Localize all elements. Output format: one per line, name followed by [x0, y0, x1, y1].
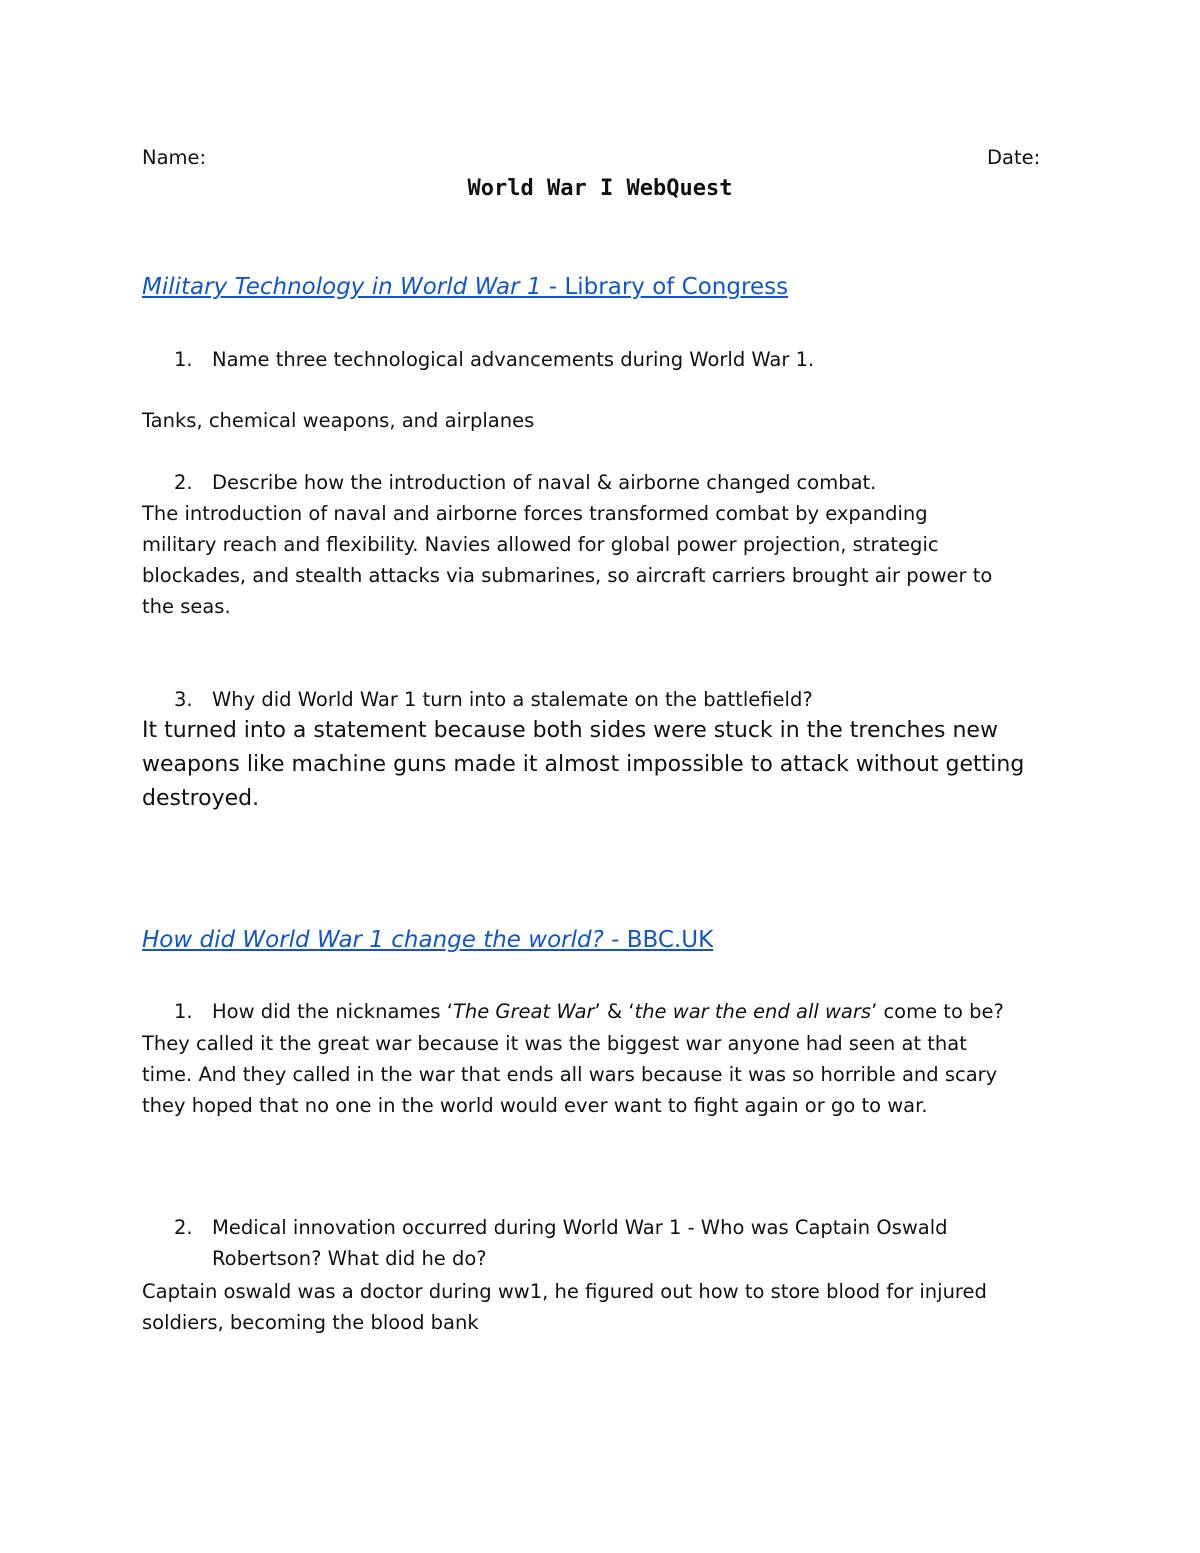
s2-a1-line: time. And they called in the war that ends all wars because it was so horrible and scary [142, 1063, 998, 1086]
page-title: World War I WebQuest [467, 176, 733, 201]
s1-q3-number: 3. [174, 688, 193, 711]
s2-q2-line2: Robertson? What did he do? [212, 1247, 487, 1270]
name-label: Name: [142, 146, 207, 169]
s2-q1-mid: ’ & ‘ [594, 1000, 635, 1023]
s1-answer-1: Tanks, chemical weapons, and airplanes [142, 409, 535, 432]
section1-link-title: Military Technology in World War 1 [142, 274, 542, 300]
section1-link-source: - Library of Congress [541, 274, 789, 300]
s1-answer-3 [142, 714, 1024, 816]
s2-a2-line: soldiers, becoming the blood bank [142, 1311, 479, 1334]
s2-q2-line1: Medical innovation occurred during World War 1 - Who was Captain Oswald [212, 1216, 948, 1239]
section2-link[interactable] [142, 927, 713, 953]
s2-q2-number: 2. [174, 1216, 193, 1239]
s1-answer-2 [142, 498, 992, 622]
s2-q1-post: ’ come to be? [871, 1000, 1004, 1023]
s1-q1-number: 1. [174, 348, 193, 371]
s2-a1-line: they hoped that no one in the world would ever want to fight again or go to war. [142, 1094, 928, 1117]
section1-link[interactable] [142, 274, 788, 300]
s2-a2-line: Captain oswald was a doctor during ww1, he figured out how to store blood for injured [142, 1280, 987, 1303]
s1-a2-line: the seas. [142, 595, 231, 618]
s2-a1-line: They called it the great war because it was the biggest war anyone had seen at that [142, 1032, 967, 1055]
s1-q3-text: Why did World War 1 turn into a stalemate on the battlefield? [212, 688, 813, 711]
s2-q1-em2: the war the end all wars [634, 1000, 872, 1023]
date-label: Date: [987, 146, 1041, 169]
s1-q2-number: 2. [174, 471, 193, 494]
s1-a2-line: military reach and flexibility. Navies allowed for global power projection, strategic [142, 533, 939, 556]
s1-q2-text: Describe how the introduction of naval & airborne changed combat. [212, 471, 877, 494]
s1-a3-line: weapons like machine guns made it almost impossible to attack without getting [142, 752, 1025, 777]
s2-q1-text [212, 1000, 1004, 1023]
s1-a3-line: destroyed. [142, 786, 260, 811]
s1-a2-line: The introduction of naval and airborne forces transformed combat by expanding [142, 502, 928, 525]
s2-answer-1 [142, 1028, 997, 1121]
s2-q1-em1: The Great War [452, 1000, 595, 1023]
s1-q1-text: Name three technological advancements during World War 1. [212, 348, 815, 371]
section2-link-title: How did World War 1 change the world? [142, 927, 604, 953]
s2-answer-2 [142, 1276, 987, 1338]
section2-link-source: - BBC.UK [603, 927, 714, 953]
s2-q1-number: 1. [174, 1000, 193, 1023]
s1-a2-line: blockades, and stealth attacks via submarines, so aircraft carriers brought air power to [142, 564, 993, 587]
s1-a3-line: It turned into a statement because both sides were stuck in the trenches new [142, 718, 998, 743]
s2-q1-pre: How did the nicknames ‘ [212, 1000, 453, 1023]
